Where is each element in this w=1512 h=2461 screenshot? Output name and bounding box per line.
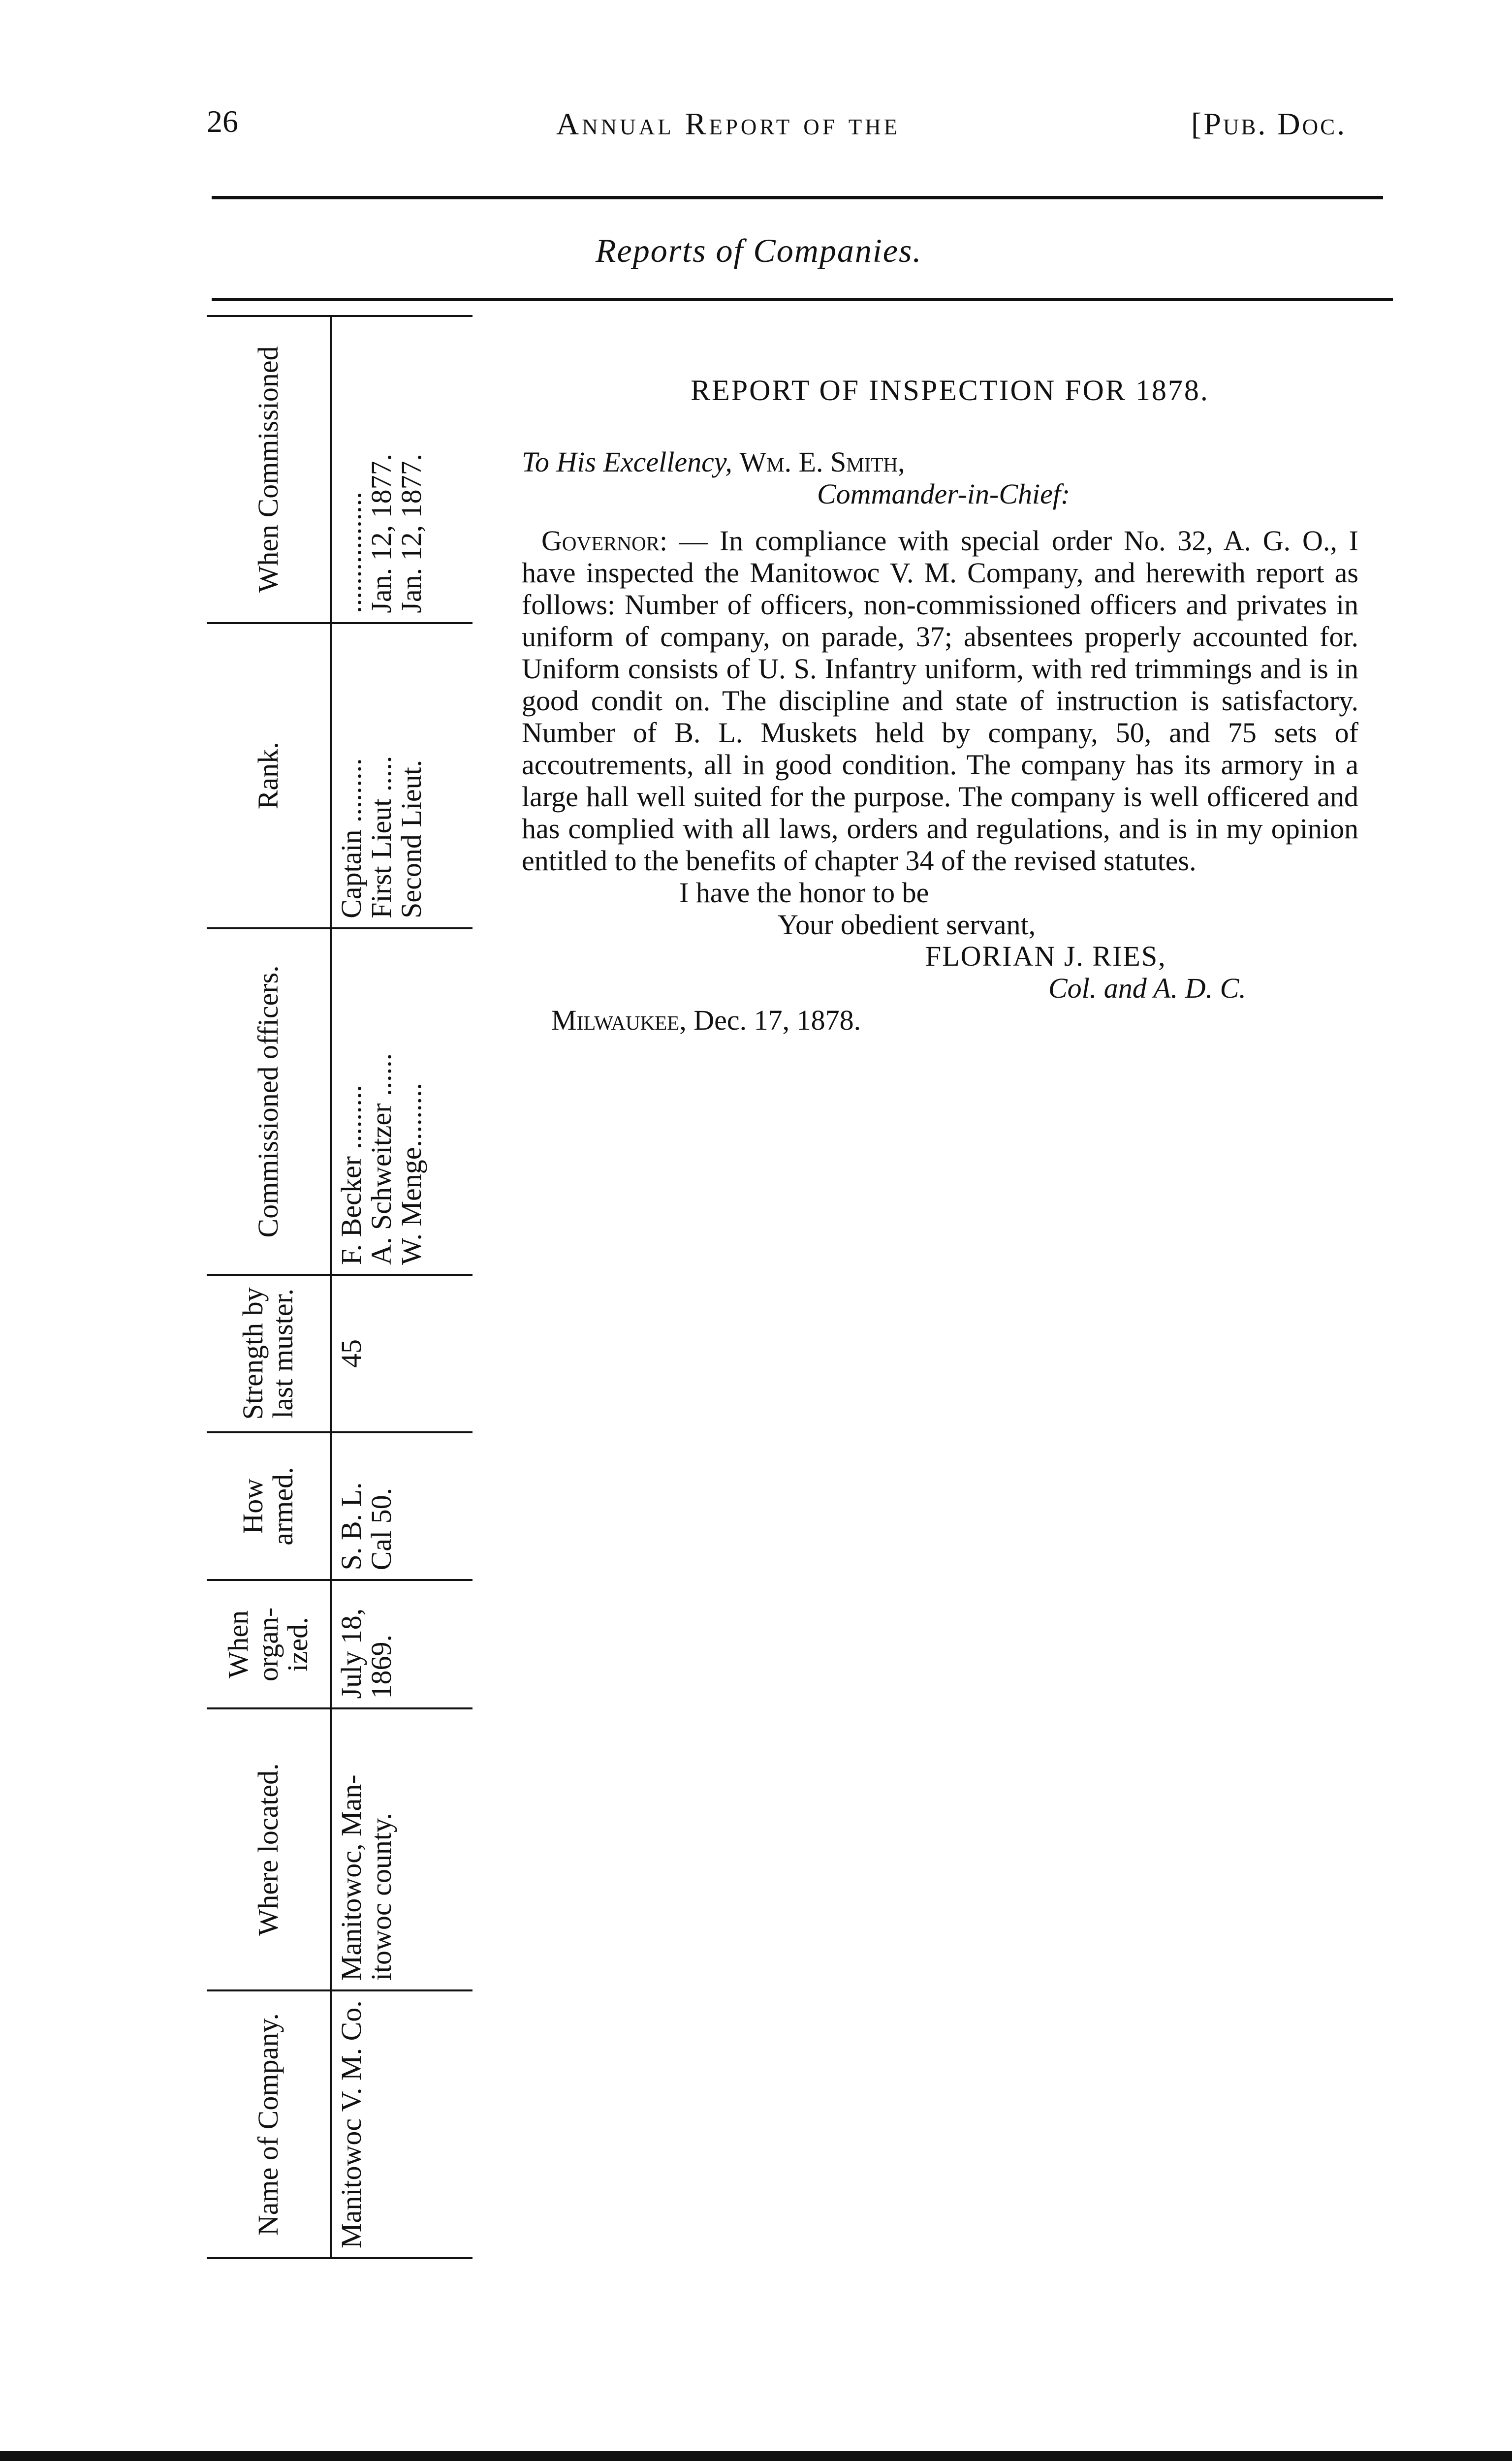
signer-title: Col. and A. D. C. <box>1048 972 1246 1005</box>
companies-table <box>207 315 472 2259</box>
commission-date: ................. <box>335 492 367 613</box>
location-line: itowoc county. <box>365 1813 397 1981</box>
table-header-row <box>207 316 331 2258</box>
column-header: Strength by last muster. <box>207 1275 331 1432</box>
officer-rank: Captain ......... <box>335 758 367 918</box>
subheading-rule <box>212 298 1393 301</box>
date: Dec. 17, 1878. <box>693 1004 861 1037</box>
column-header: Name of Company. <box>207 1990 331 2258</box>
salutation <box>522 446 1358 478</box>
organized-line: July 18, <box>335 1608 367 1699</box>
place: Milwaukee, <box>551 1004 687 1037</box>
officer-name: W. Menge......... <box>395 1082 427 1265</box>
organized-cell <box>331 1580 472 1708</box>
rank-cell <box>331 623 472 928</box>
organized-line: 1869. <box>365 1634 397 1699</box>
company-name: Manitowoc V. M. Co. <box>335 2000 367 2248</box>
location-cell <box>331 1708 472 1990</box>
officers-cell <box>331 928 472 1275</box>
closing-line: I have the honor to be <box>679 876 929 909</box>
report-body <box>522 525 1358 877</box>
section-subheading: Reports of Companies. <box>596 232 922 269</box>
rotated-table-wrapper <box>207 315 482 2259</box>
armed-line: Cal 50. <box>365 1487 397 1571</box>
strength-cell <box>331 1275 472 1432</box>
body-text: — In compliance with special order No. 32, A. G. O., I have inspected the Manitowoc V. M. Company, and herewith report as follows: Number of officers, non-commissioned officers and privates in uniform of company, on parade, 37; absentees properly accounted for. Uniform consists of U. S. Infantry uniform, with red trimmings and is in good condit on. The discipline and state of instruction is satisfactory. Number of B. L. Muskets held by company, 50, and 75 sets of accoutrements, all in good condition. The company has its armory in a large hall well suited for the purpose. The company is well officered and has complied with all laws, orders and regulations, and is in my opinion entitled to the benefits of chapter 34 of the revised statutes. <box>522 525 1359 877</box>
column-header: Rank. <box>207 623 331 928</box>
commission-date: Jan. 12, 1877. <box>395 453 427 613</box>
armed-cell <box>331 1432 472 1580</box>
header-rule <box>212 196 1383 199</box>
column-header: How armed. <box>207 1432 331 1580</box>
commander-title: Commander-in-Chief: <box>817 478 1071 510</box>
salutation-name: Wm. E. Smith, <box>739 446 905 478</box>
location-line: Manitowoc, Man- <box>335 1774 367 1981</box>
officer-rank: First Lieut ..... <box>365 756 397 918</box>
officer-rank: Second Lieut. <box>395 759 427 918</box>
body-lead: Governor: <box>541 525 668 557</box>
closing-line: Your obedient servant, <box>778 908 1036 941</box>
armed-line: S. B. L. <box>335 1482 367 1571</box>
salutation-prefix: To His Excellency, <box>522 446 732 478</box>
running-doc-label: [Pub. Doc. <box>1191 106 1347 141</box>
officer-name: F. Becker ......... <box>335 1085 367 1265</box>
place-date <box>522 1005 1358 1037</box>
column-header: Commissioned officers. <box>207 928 331 1275</box>
company-name-cell <box>331 1990 472 2258</box>
scan-edge-bar <box>0 2451 1512 2461</box>
commissioned-cell <box>331 316 472 623</box>
page-number: 26 <box>207 104 238 139</box>
companies-table-frame <box>207 315 492 2259</box>
column-header: When Commissioned <box>207 316 331 623</box>
table-row <box>331 316 472 2258</box>
commission-date: Jan. 12, 1877. <box>365 453 397 613</box>
column-header: When organ- ized. <box>207 1580 331 1708</box>
running-title: Annual Report of the <box>556 106 901 141</box>
inspection-report <box>522 374 1358 1037</box>
column-header: Where located. <box>207 1708 331 1990</box>
report-title: REPORT OF INSPECTION FOR 1878. <box>691 374 1209 407</box>
officer-name: A. Schweitzer ...... <box>365 1053 397 1265</box>
signer-name: FLORIAN J. RIES, <box>925 940 1166 973</box>
strength-value: 45 <box>335 1339 367 1368</box>
